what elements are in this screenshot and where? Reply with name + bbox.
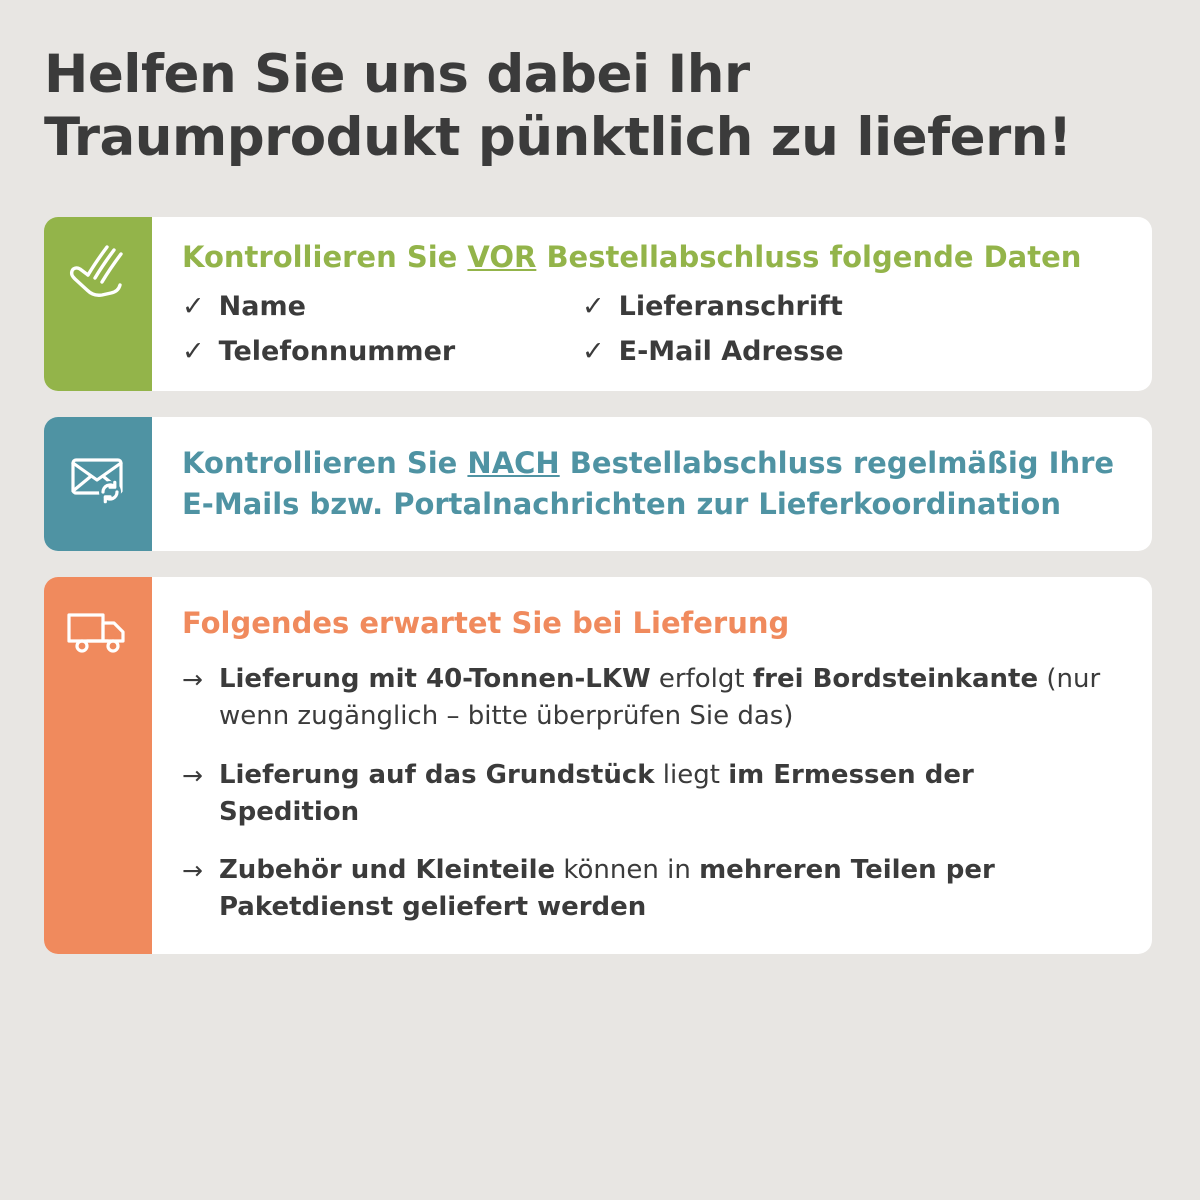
- list-item: [182, 852, 1118, 926]
- delivery-points-list: [182, 661, 1118, 926]
- card-delivery-title: Folgendes erwartet Sie bei Lieferung: [182, 606, 790, 641]
- text-bold-2: mehreren Teilen per Paketdienst geliefert werden: [218, 855, 995, 923]
- title-segment-2: Bestellabschluss folgende Daten: [536, 240, 1082, 275]
- card-delivery-body: [152, 577, 1152, 954]
- arrow-right-icon: →: [182, 760, 203, 790]
- text-bold-1: Lieferung auf das Grundstück: [218, 759, 655, 790]
- list-item-text: [219, 661, 1118, 735]
- check-label: E-Mail Adresse: [618, 335, 844, 367]
- text-normal-1: liegt: [654, 759, 729, 790]
- card-post-order-check: [44, 417, 1152, 551]
- pre-order-check-grid: [182, 291, 1122, 367]
- title-segment-1: Kontrollieren Sie: [182, 240, 468, 275]
- hand-check-icon: [44, 217, 152, 391]
- check-item-address: [582, 291, 1122, 322]
- text-normal-1: erfolgt: [650, 663, 753, 694]
- check-label: Name: [218, 290, 306, 322]
- title-emphasis-vor: VOR: [467, 240, 537, 275]
- card-pre-order-check: [44, 217, 1152, 391]
- text-bold-2: frei Bordsteinkante: [752, 663, 1039, 694]
- title-segment-1: Kontrollieren Sie: [182, 445, 468, 480]
- text-bold-1: Zubehör und Kleinteile: [218, 855, 556, 886]
- check-item-email: [582, 336, 1122, 367]
- text-bold-1: Lieferung mit 40-Tonnen-LKW: [218, 663, 651, 694]
- list-item: [182, 757, 1118, 831]
- text-normal-2: (nur wenn zugänglich – bitte überprüfen Sie das): [218, 663, 1101, 731]
- list-item-text: [219, 852, 1118, 926]
- check-icon: ✓: [182, 290, 205, 322]
- envelope-sync-icon: [44, 417, 152, 551]
- check-item-name: [182, 291, 582, 322]
- list-item-text: [219, 757, 1118, 831]
- text-normal-1: können in: [555, 855, 700, 886]
- text-bold-2: im Ermessen der Spedition: [218, 759, 974, 827]
- truck-icon: [44, 577, 152, 954]
- check-icon: ✓: [582, 335, 605, 367]
- check-icon: ✓: [182, 335, 205, 367]
- card-pre-order-title: [182, 239, 1122, 277]
- check-icon: ✓: [582, 290, 605, 322]
- arrow-right-icon: →: [182, 856, 203, 886]
- check-label: Lieferanschrift: [618, 290, 843, 322]
- check-label: Telefonnummer: [218, 335, 456, 367]
- list-item: [182, 661, 1118, 735]
- card-delivery-info: [44, 577, 1152, 954]
- check-item-phone: [182, 336, 582, 367]
- page-title: Helfen Sie uns dabei Ihr Traumprodukt pünktlich zu liefern!: [44, 44, 1072, 168]
- card-post-order-body: [152, 417, 1152, 551]
- title-emphasis-nach: NACH: [467, 445, 560, 480]
- card-post-order-title: [182, 443, 1126, 525]
- card-pre-order-body: [152, 217, 1152, 391]
- title-segment-2: Bestellabschluss regelmäßig Ihre E-Mails bzw. Portalnachrichten zur Lieferkoordination: [182, 445, 1115, 521]
- arrow-right-icon: →: [182, 664, 203, 694]
